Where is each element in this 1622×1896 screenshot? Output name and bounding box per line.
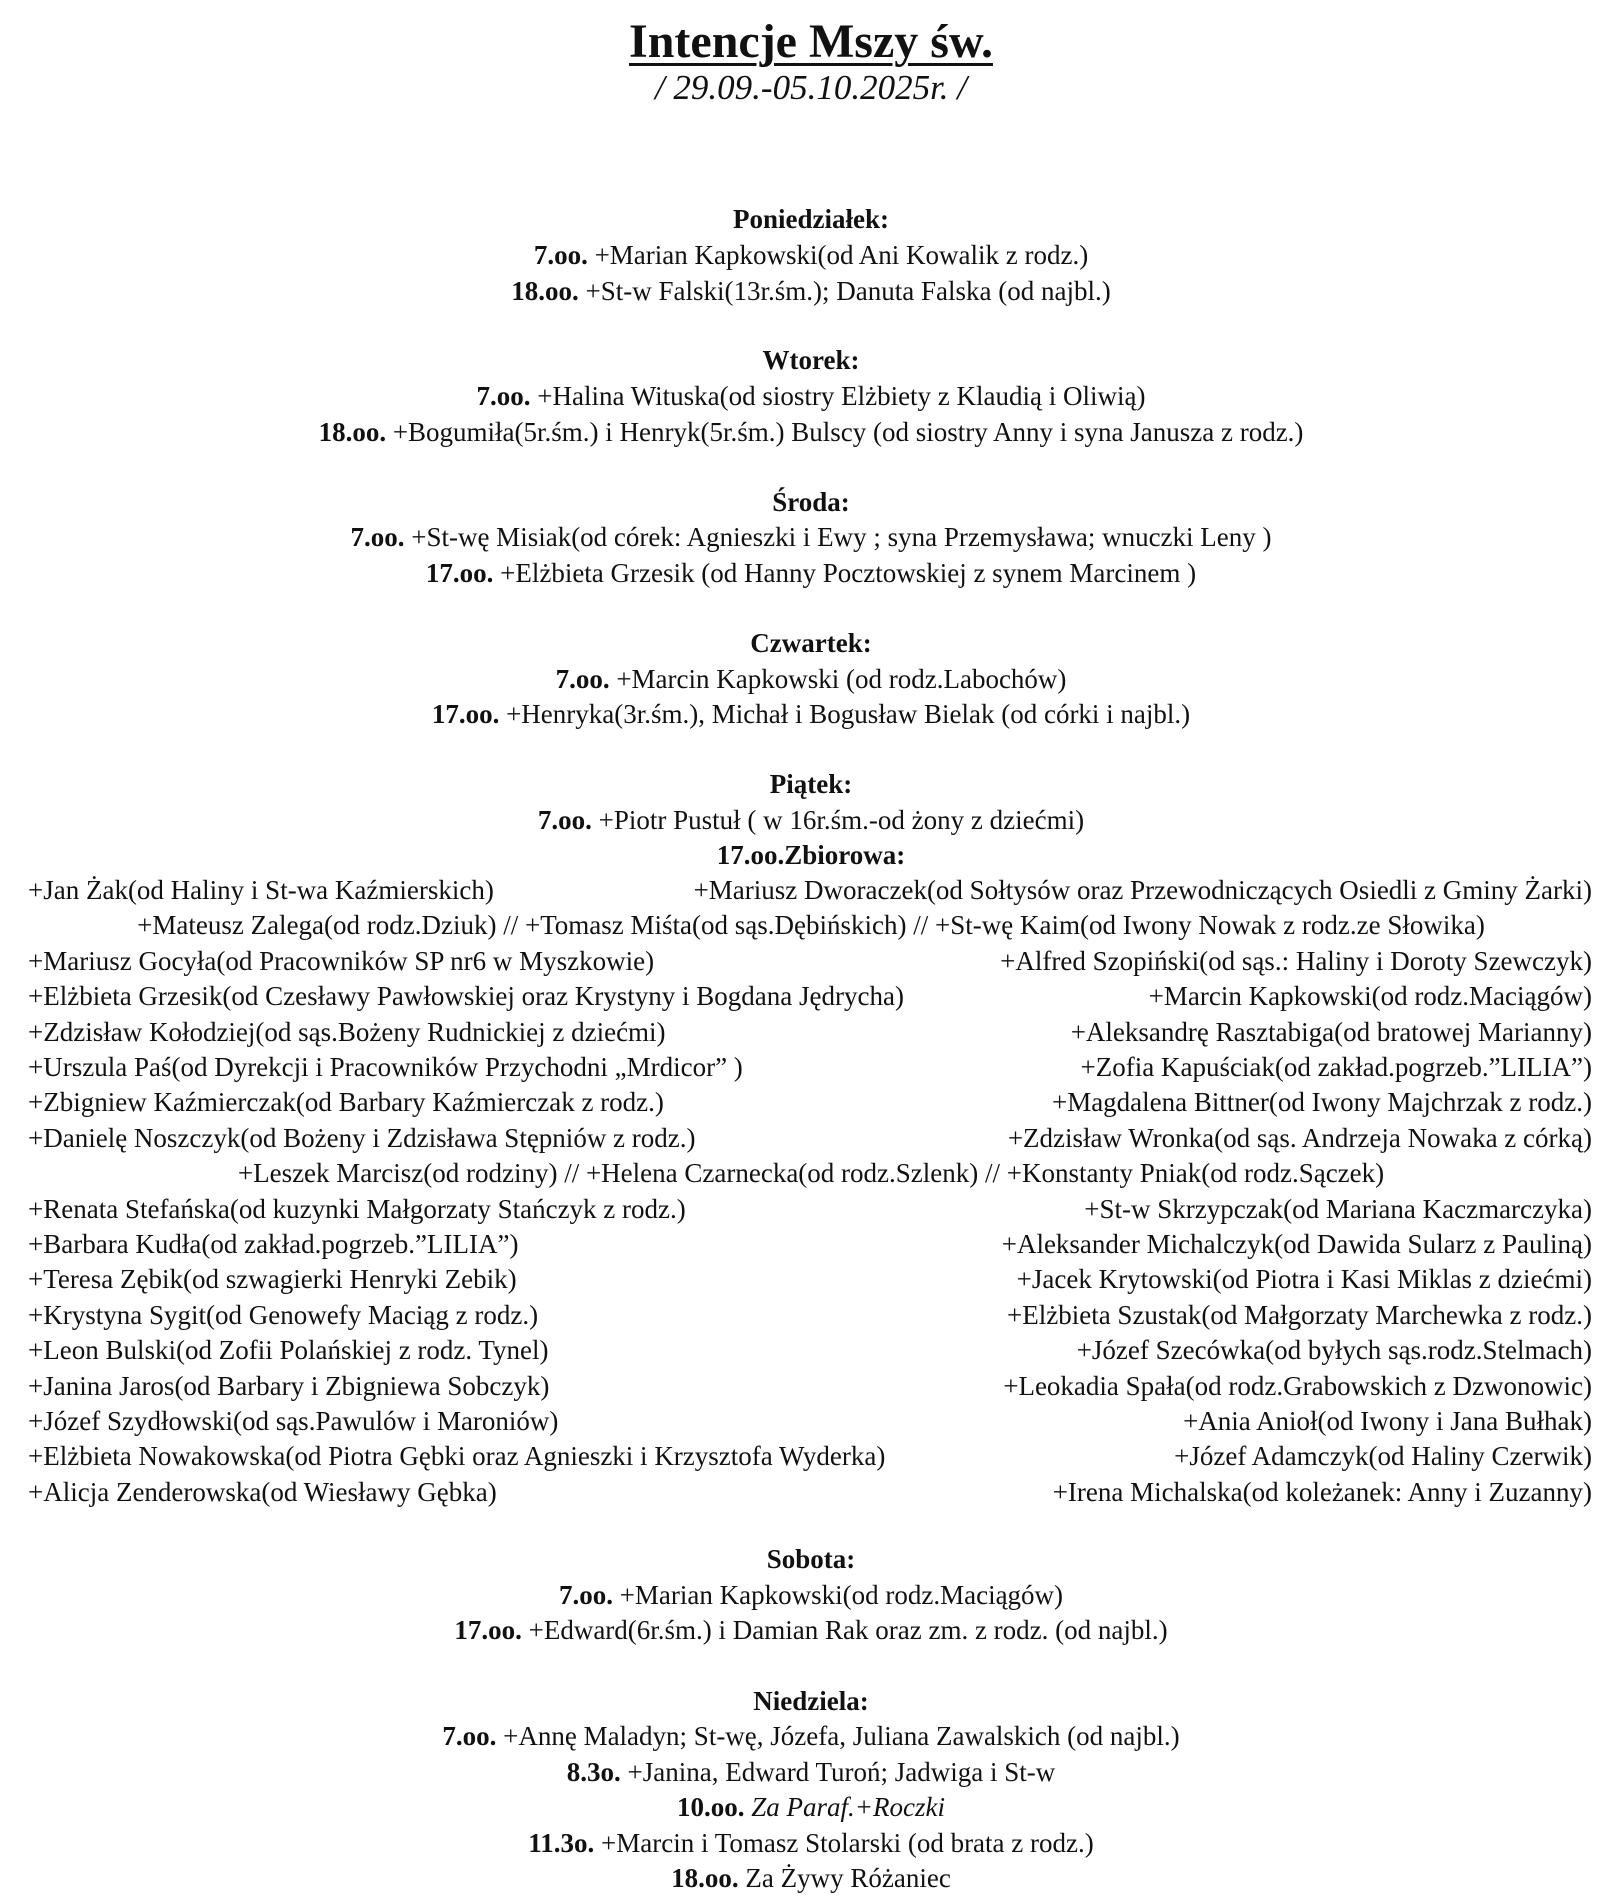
- mass-time: 7.oo.: [476, 381, 531, 411]
- mass-time: 7.oo.: [558, 1580, 613, 1610]
- mass-time: 7.oo.: [442, 1721, 497, 1751]
- mass-entry: [0, 1861, 1622, 1895]
- collective-intention-left: +Elżbieta Grzesik(od Czesławy Pawłowskiej oraz Krystyny i Bogdana Jędrycha): [28, 981, 904, 1011]
- mass-time: 7.oo.: [533, 240, 588, 270]
- collective-intention-left: +Renata Stefańska(od kuzynki Małgorzaty Stańczyk z rodz.): [28, 1194, 686, 1224]
- mass-entry: [0, 238, 1622, 272]
- mass-time: 10.oo.: [677, 1792, 745, 1822]
- collective-intention-left: +Barbara Kudła(od zakład.pogrzeb.”LILIA”): [28, 1229, 519, 1259]
- collective-intention-left: +Danielę Noszczyk(od Bożeny i Zdzisława Stępniów z rodz.): [28, 1123, 696, 1153]
- collective-intention-right: +Leokadia Spała(od rodz.Grabowskich z Dzwonowic): [1003, 1371, 1592, 1401]
- mass-time: 17.oo.: [431, 699, 500, 729]
- mass-intention: +Bogumiła(5r.śm.) i Henryk(5r.śm.) Bulscy (od siostry Anny i syna Janusza z rodz.): [392, 417, 1304, 447]
- mass-time: 18.oo.: [318, 417, 387, 447]
- collective-intention-right: +Mariusz Dworaczek(od Sołtysów oraz Przewodniczących Osiedli z Gminy Żarki): [693, 875, 1592, 905]
- collective-intention-left: +Józef Szydłowski(od sąs.Pawulów i Maroniów): [28, 1406, 559, 1436]
- collective-intention-left: +Teresa Zębik(od szwagierki Henryki Zebik): [28, 1264, 517, 1294]
- collective-intention-left: +Zbigniew Kaźmierczak(od Barbary Kaźmierczak z rodz.): [28, 1087, 664, 1117]
- mass-entry: [0, 1790, 1622, 1824]
- collective-mass-label: 17.oo.Zbiorowa:: [716, 840, 906, 870]
- mass-intention: +Edward(6r.śm.) i Damian Rak oraz zm. z rodz. (od najbl.): [528, 1615, 1168, 1645]
- collective-intention-left: +Alicja Zenderowska(od Wiesławy Gębka): [28, 1477, 497, 1507]
- collective-intention-right: +Zofia Kapuściak(od zakład.pogrzeb.”LILIA”): [1080, 1052, 1592, 1082]
- mass-intention: +St-w Falski(13r.śm.); Danuta Falska (od najbl.): [585, 276, 1111, 306]
- mass-time: 11.3o.: [528, 1828, 595, 1858]
- collective-intention-right: +Józef Szecówka(od byłych sąs.rodz.Stelmach): [1076, 1335, 1592, 1365]
- day-heading-saturday: Sobota:: [766, 1544, 856, 1574]
- mass-entry: [0, 1578, 1622, 1612]
- collective-intention-right: +Józef Adamczyk(od Haliny Czerwik): [1174, 1441, 1592, 1471]
- collective-intention-row: +Leszek Marcisz(od rodziny) // +Helena Czarnecka(od rodz.Szlenk) // +Konstanty Pniak(od rodz.Sączek): [237, 1158, 1385, 1188]
- mass-entry: [0, 662, 1622, 696]
- collective-intention-right: +Elżbieta Szustak(od Małgorzaty Marchewka z rodz.): [1007, 1300, 1592, 1330]
- day-heading-tuesday: Wtorek:: [762, 345, 860, 375]
- collective-intention-right: +Ania Anioł(od Iwony i Jana Bułhak): [1183, 1406, 1592, 1436]
- mass-entry: [0, 1613, 1622, 1647]
- collective-intention-right: +Aleksandrę Rasztabiga(od bratowej Marianny): [1070, 1017, 1592, 1047]
- mass-intention: +Annę Maladyn; St-wę, Józefa, Juliana Zawalskich (od najbl.): [503, 1721, 1180, 1751]
- mass-intention: +Elżbieta Grzesik (od Hanny Pocztowskiej z synem Marcinem ): [500, 558, 1197, 588]
- collective-intention-left: +Zdzisław Kołodziej(od sąs.Bożeny Rudnickiej z dziećmi): [28, 1017, 666, 1047]
- mass-intention: Za Paraf.+Roczki: [751, 1792, 945, 1822]
- mass-intention: +Halina Wituska(od siostry Elżbiety z Klaudią i Oliwią): [537, 381, 1146, 411]
- day-heading-monday: Poniedziałek:: [733, 204, 889, 234]
- day-heading-thursday: Czwartek:: [750, 628, 872, 658]
- mass-intention: +Marcin i Tomasz Stolarski (od brata z rodz.): [601, 1828, 1094, 1858]
- mass-intention: +Piotr Pustuł ( w 16r.śm.-od żony z dziećmi): [598, 805, 1085, 835]
- mass-time: 18.oo.: [671, 1863, 739, 1893]
- mass-intention: Za Żywy Różaniec: [745, 1863, 951, 1893]
- mass-entry: [0, 1826, 1622, 1860]
- mass-entry: [0, 697, 1622, 731]
- date-range: / 29.09.-05.10.2025r. /: [654, 68, 968, 107]
- collective-intention-left: +Urszula Paś(od Dyrekcji i Pracowników Przychodni „Mrdicor” ): [28, 1052, 743, 1082]
- collective-intention-right: +Marcin Kapkowski(od rodz.Maciągów): [1148, 981, 1592, 1011]
- collective-intention-right: +Zdzisław Wronka(od sąs. Andrzeja Nowaka z córką): [1007, 1123, 1592, 1153]
- mass-intention: +St-wę Misiak(od córek: Agnieszki i Ewy ; syna Przemysława; wnuczki Leny ): [411, 522, 1272, 552]
- collective-intention-left: +Leon Bulski(od Zofii Polańskiej z rodz. Tynel): [28, 1335, 549, 1365]
- mass-time: 18.oo.: [511, 276, 579, 306]
- mass-entry: [0, 1719, 1622, 1753]
- collective-intention-left: +Krystyna Sygit(od Genowefy Maciąg z rodz.): [28, 1300, 539, 1330]
- mass-intention: +Janina, Edward Turoń; Jadwiga i St-w: [627, 1757, 1056, 1787]
- collective-intention-left: +Mariusz Gocyła(od Pracowników SP nr6 w Myszkowie): [28, 946, 655, 976]
- mass-entry: [0, 803, 1622, 837]
- page-title: Intencje Mszy św.: [629, 15, 993, 68]
- collective-intention-right: +Aleksander Michalczyk(od Dawida Sularz z Pauliną): [1001, 1229, 1592, 1259]
- mass-entry: [0, 1755, 1622, 1789]
- mass-intention: +Marcin Kapkowski (od rodz.Labochów): [616, 664, 1067, 694]
- mass-intention: +Marian Kapkowski(od Ani Kowalik z rodz.): [594, 240, 1089, 270]
- mass-intention: +Marian Kapkowski(od rodz.Maciągów): [619, 1580, 1064, 1610]
- mass-time: 17.oo.: [425, 558, 494, 588]
- mass-intention: +Henryka(3r.śm.), Michał i Bogusław Bielak (od córki i najbl.): [506, 699, 1191, 729]
- collective-intention-right: +Irena Michalska(od koleżanek: Anny i Zuzanny): [1052, 1477, 1592, 1507]
- mass-entry: [0, 379, 1622, 413]
- collective-intention-row: +Mateusz Zalega(od rodz.Dziuk) // +Tomasz Miśta(od sąs.Dębińskich) // +St-wę Kaim(od Iwony Nowak z rodz.ze Słowika): [137, 910, 1485, 940]
- mass-time: 7.oo.: [555, 664, 610, 694]
- mass-time: 17.oo.: [454, 1615, 522, 1645]
- mass-time: 7.oo.: [537, 805, 592, 835]
- collective-intention-left: +Elżbieta Nowakowska(od Piotra Gębki oraz Agnieszki i Krzysztofa Wyderka): [28, 1441, 886, 1471]
- collective-intention-right: +St-w Skrzypczak(od Mariana Kaczmarczyka): [1084, 1194, 1592, 1224]
- mass-entry: [0, 274, 1622, 308]
- mass-entry: [0, 556, 1622, 590]
- collective-intention-right: +Alfred Szopiński(od sąs.: Haliny i Doroty Szewczyk): [1000, 946, 1592, 976]
- day-heading-wednesday: Środa:: [772, 487, 850, 517]
- mass-entry: [0, 520, 1622, 554]
- collective-intention-left: +Janina Jaros(od Barbary i Zbigniewa Sobczyk): [28, 1371, 550, 1401]
- mass-time: 8.3o.: [566, 1757, 621, 1787]
- collective-intention-right: +Magdalena Bittner(od Iwony Majchrzak z rodz.): [1051, 1087, 1592, 1117]
- mass-time: 7.oo.: [350, 522, 405, 552]
- collective-intention-right: +Jacek Krytowski(od Piotra i Kasi Miklas z dziećmi): [1016, 1264, 1592, 1294]
- day-heading-sunday: Niedziela:: [753, 1686, 869, 1716]
- mass-entry: [0, 415, 1622, 449]
- day-heading-friday: Piątek:: [769, 769, 853, 799]
- collective-intention-left: +Jan Żak(od Haliny i St-wa Kaźmierskich): [28, 875, 494, 905]
